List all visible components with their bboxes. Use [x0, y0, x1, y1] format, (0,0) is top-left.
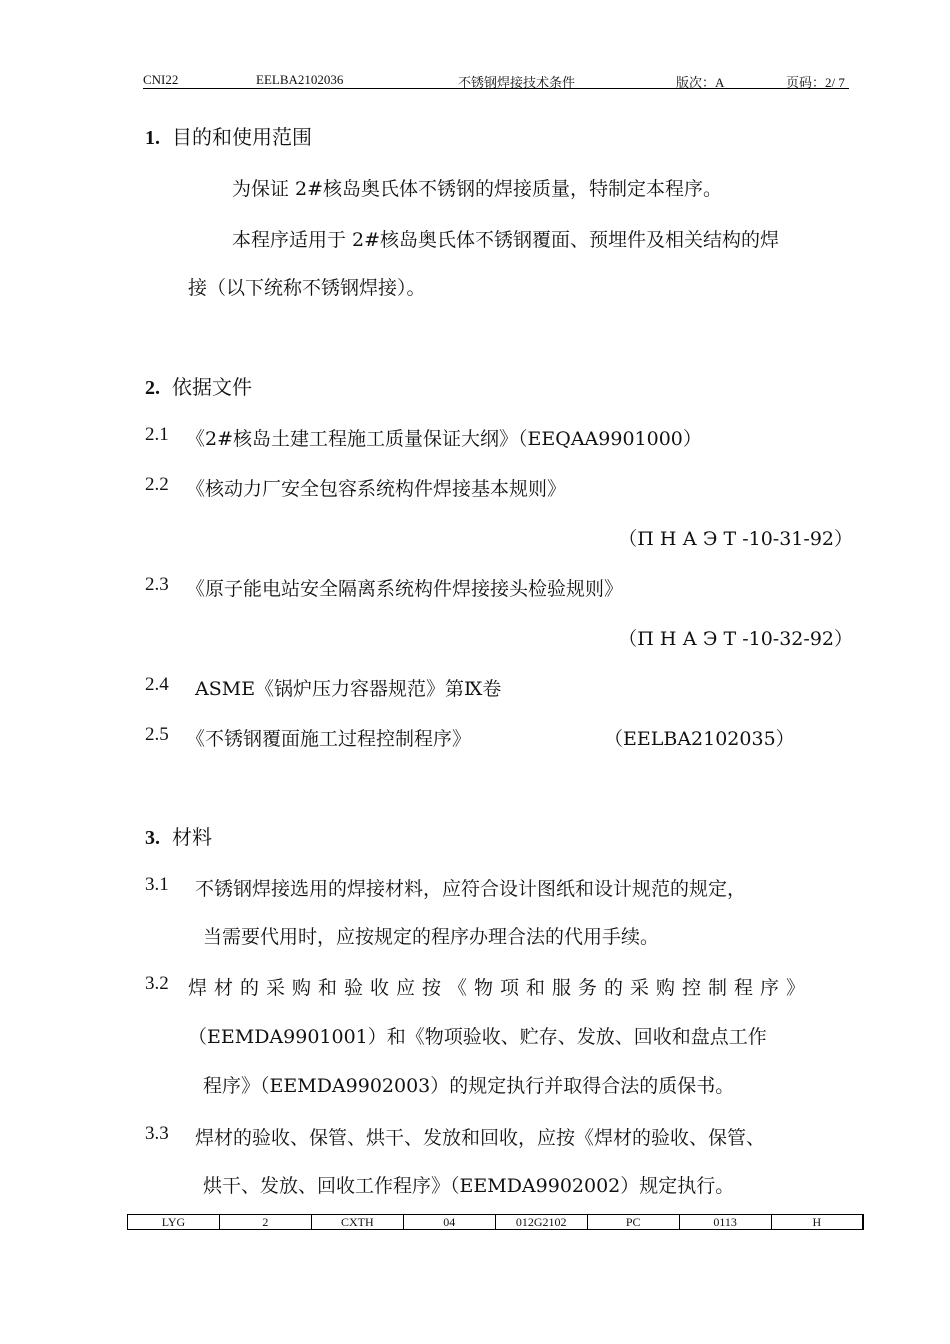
- ref-2-2-text: 《核动力厂安全包容系统构件焊接基本规则》: [186, 478, 567, 500]
- header-code: CNI22: [143, 72, 179, 87]
- footer-cell: 012G2102: [495, 1215, 587, 1230]
- item-3-2-line-2: （EEMDA9901001）和《物项验收、贮存、发放、回收和盘点工作: [188, 1026, 767, 1048]
- footer-code-table: [127, 1214, 864, 1230]
- item-3-2-line-3: 程序》（EEMDA9902003）的规定执行并取得合法的质保书。: [203, 1075, 735, 1097]
- header-rule: [143, 88, 849, 89]
- ref-2-3-number: 2.3: [145, 574, 169, 595]
- footer-cell: 04: [403, 1215, 495, 1230]
- ref-2-2-number: 2.2: [145, 474, 169, 495]
- section-1-paragraph-1: 为保证 2#核岛奥氏体不锈钢的焊接质量，特制定本程序。: [232, 178, 723, 200]
- ref-2-2-code: （П Н А Э Т -10-31-92）: [618, 528, 853, 550]
- ref-2-4-text: ASME《锅炉压力容器规范》第Ⅸ卷: [195, 678, 502, 700]
- header-title: 不锈钢焊接技术条件: [458, 75, 576, 90]
- footer-cell: LYG: [128, 1215, 220, 1230]
- ref-2-3-text: 《原子能电站安全隔离系统构件焊接接头检验规则》: [186, 578, 624, 600]
- section-3-title: 材料: [172, 825, 212, 849]
- item-3-2-number: 3.2: [145, 973, 169, 994]
- footer-cell: H: [771, 1215, 863, 1230]
- footer-cell: 0113: [679, 1215, 771, 1230]
- item-3-1-line-1: 不锈钢焊接选用的焊接材料，应符合设计图纸和设计规范的规定，: [195, 878, 747, 900]
- section-3-number: 3.: [145, 827, 160, 849]
- section-1-title: 目的和使用范围: [172, 125, 312, 149]
- footer-cell: 2: [219, 1215, 311, 1230]
- section-1-number: 1.: [145, 127, 160, 149]
- ref-2-1-number: 2.1: [145, 424, 169, 445]
- header-doc-no: EELBA2102036: [256, 72, 344, 87]
- item-3-3-number: 3.3: [145, 1123, 169, 1144]
- section-3-heading: [145, 821, 212, 850]
- section-2-number: 2.: [145, 377, 160, 399]
- section-1-paragraph-2a: 本程序适用于 2#核岛奥氏体不锈钢覆面、预埋件及相关结构的焊: [232, 229, 780, 251]
- footer-cell: PC: [587, 1215, 679, 1230]
- section-2-heading: [145, 371, 252, 400]
- section-2-title: 依据文件: [172, 375, 252, 399]
- ref-2-5-text: 《不锈钢覆面施工过程控制程序》: [186, 728, 472, 750]
- item-3-3-line-2: 烘干、发放、回收工作程序》（EEMDA9902002）规定执行。: [203, 1175, 735, 1197]
- ref-2-5-code: （EELBA2102035）: [604, 728, 795, 750]
- item-3-1-line-2: 当需要代用时，应按规定的程序办理合法的代用手续。: [203, 926, 660, 948]
- ref-2-3-code: （П Н А Э Т -10-32-92）: [618, 628, 853, 650]
- header-revision: 版次：A: [676, 75, 725, 90]
- ref-2-4-number: 2.4: [145, 674, 169, 695]
- footer-row: [128, 1215, 864, 1230]
- section-1-heading: [145, 121, 312, 150]
- ref-2-1-text: 《2#核岛土建工程施工质量保证大纲》（EEQAA9901000）: [186, 428, 702, 450]
- footer-cell: CXTH: [311, 1215, 403, 1230]
- item-3-2-line-1: 焊材的采购和验收应按《物项和服务的采购控制程序》: [188, 977, 813, 999]
- header-page: 页码：2/ 7: [786, 75, 845, 90]
- item-3-3-line-1: 焊材的验收、保管、烘干、发放和回收，应按《焊材的验收、保管、: [195, 1127, 766, 1149]
- section-1-paragraph-2b: 接（以下统称不锈钢焊接）。: [188, 277, 426, 299]
- ref-2-5-number: 2.5: [145, 724, 169, 745]
- item-3-1-number: 3.1: [145, 874, 169, 895]
